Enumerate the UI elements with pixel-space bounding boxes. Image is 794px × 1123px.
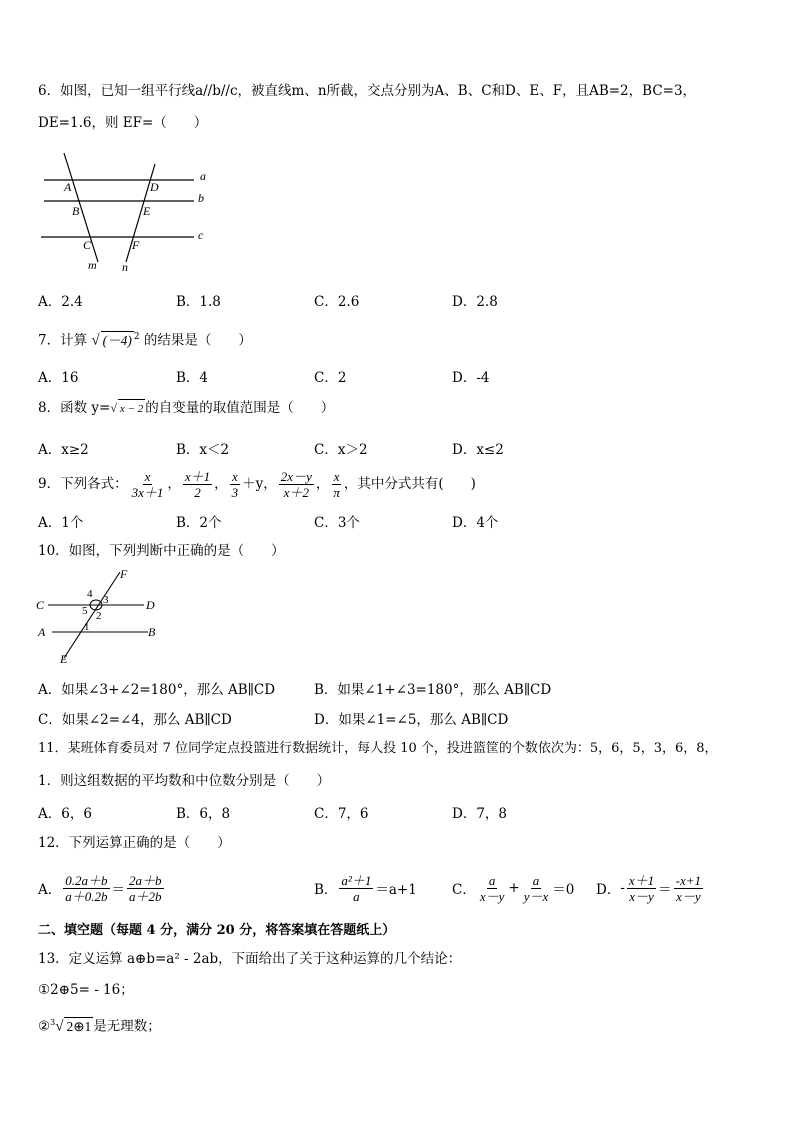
fig6-label-b: b (198, 191, 204, 205)
q6-option-c: C．2.6 (314, 294, 360, 310)
q7-suffix: 的结果是（ ） (143, 332, 252, 349)
q7-option-b: B．4 (176, 370, 209, 386)
q12-option-a: A． $\frac{0.2a+b}{a+0.2b}$ ＝ $\frac{2a+b}{a+2b}$ (38, 872, 162, 904)
q8-option-a: A．x≥2 (38, 442, 89, 458)
q12-option-d: D． - $\frac{x+1}{x-y}$ ＝ $\frac{-x+1}{x-y}$ (596, 872, 702, 904)
q13-conclusion-2: ②$^3$√ 2⊕1 是无理数； (38, 1018, 161, 1035)
q7-option-d: D．-4 (452, 370, 490, 386)
fig10-label-C: C (36, 598, 45, 612)
q9-fraction-5: $\frac{x}{\pi}$ (333, 468, 340, 500)
q10-option-b: B．如果∠1+∠3=180°，那么 AB∥CD (314, 682, 552, 698)
q11-option-d: D．7，8 (452, 806, 508, 822)
fig6-label-n: n (122, 260, 128, 274)
fig10-label-B: B (148, 625, 156, 639)
q9-prefix: 9．下列各式： (38, 476, 128, 492)
q11-option-a: A．6，6 (38, 806, 92, 822)
fig10-label-E: E (60, 652, 68, 666)
q10-option-d: D．如果∠1=∠5，那么 AB∥CD (314, 712, 509, 728)
fig10-angle-3: 3 (103, 594, 109, 606)
fig10-label-D: D (146, 598, 155, 612)
q6-option-d: D．2.8 (452, 294, 498, 310)
q9-fraction-2: $\frac{x+1}{2}$ (184, 468, 211, 500)
q7-stem: 7．计算 √ (－4) $^2$ 的结果是（ ） (38, 332, 252, 349)
q8-prefix: 8．函数 y= (38, 400, 111, 416)
fig6-label-a: a (200, 169, 206, 183)
fig10-angle-2: 2 (96, 610, 102, 622)
q7-option-a: A．16 (38, 370, 79, 386)
q13-stem: 13．定义运算 a⊕b=a² - 2ab，下面给出了关于这种运算的几个结论： (38, 951, 462, 967)
q6-option-a: A．2.4 (38, 294, 83, 310)
section-2-heading: 二、填空题（每题 4 分，满分 20 分，将答案填在答题纸上） (38, 923, 396, 938)
q9-option-b: B．2个 (176, 515, 222, 531)
fig6-label-E: E (143, 204, 151, 218)
q9-option-c: C．3个 (314, 515, 360, 531)
q12-stem: 12．下列运算正确的是（ ） (38, 835, 231, 851)
fig6-label-C: C (83, 238, 92, 252)
q10-option-c: C．如果∠2=∠4，那么 AB∥CD (38, 712, 232, 728)
q9-suffix: ，其中分式共有( ) (343, 476, 476, 492)
q7-radicand: (－4) (102, 332, 132, 348)
q7-prefix: 7．计算 (38, 332, 88, 349)
fig6-label-B: B (72, 204, 80, 218)
q10-option-a: A．如果∠3+∠2=180°，那么 AB∥CD (38, 682, 276, 698)
q9-option-d: D．4个 (452, 515, 499, 531)
fig10-angle-4: 4 (87, 588, 93, 600)
fig6-label-m: m (88, 258, 97, 272)
fig6-label-A: A (64, 180, 72, 194)
q11-option-c: C．7，6 (314, 806, 369, 822)
q9-fraction-4: $\frac{2x-y}{x+2}$ (280, 468, 312, 500)
q8-stem: 8．函数 y=√ x − 2 的自变量的取值范围是（ ） (38, 400, 335, 416)
q9-fraction-1: $\frac{x}{3x+1}$ (131, 468, 164, 500)
q6-parallel-lines-figure (36, 150, 236, 276)
q8-suffix: 的自变量的取值范围是（ ） (145, 400, 335, 416)
q6-stem-line1: 6．如图，已知一组平行线a//b//c，被直线m、n所截，交点分别为A、B、C和D、E、F，且AB=2，BC=3， (38, 83, 697, 99)
q8-option-b: B．x＜2 (176, 442, 230, 458)
q10-stem: 10．如图，下列判断中正确的是（ ） (38, 543, 285, 559)
q11-option-b: B．6，8 (176, 806, 231, 822)
q12-option-c: C． $\frac{a}{x-y}$ + $\frac{a}{y-x}$ ＝0 (452, 872, 575, 904)
q8-option-c: C．x＞2 (314, 442, 368, 458)
q13-conclusion-1: ①2⊕5= - 16； (38, 982, 134, 998)
fig10-label-A: A (38, 625, 46, 639)
q7-exponent: 2 (133, 332, 140, 342)
fig6-label-D: D (150, 180, 159, 194)
q9-stem: 9．下列各式： $\frac{x}{3x+1}$ ， $\frac{x+1}{2}$ ， $\frac{x}{3}$ ＋y， $\frac{2x-y}{x+2}$ ， $\frac{x}{\pi}$ ，其中分式共有( ) (38, 468, 476, 500)
q11-stem-line2: 1．则这组数据的平均数和中位数分别是（ ） (38, 773, 331, 789)
fig10-label-F: F (120, 567, 128, 581)
q6-option-b: B．1.8 (176, 294, 221, 310)
fig6-label-c: c (198, 228, 204, 242)
fig10-angle-5: 5 (82, 605, 88, 617)
q9-option-a: A．1个 (38, 515, 84, 531)
q8-option-d: D．x≤2 (452, 442, 504, 458)
q9-fraction-3: $\frac{x}{3}$ (231, 468, 239, 500)
fig10-angle-1: 1 (84, 621, 90, 633)
q11-stem-line1: 11．某班体育委员对 7 位同学定点投篮进行数据统计，每人投 10 个，投进篮筐的个数依次为：5，6，5，3，6，8， (38, 741, 718, 756)
q7-option-c: C．2 (314, 370, 347, 386)
q8-radicand: x − 2 (118, 399, 145, 418)
fig6-label-F: F (132, 238, 140, 252)
q6-stem-line2: DE=1.6，则 EF=（ ） (38, 115, 208, 131)
q10-angles-figure (34, 566, 174, 666)
q12-option-b: B． $\frac{\text{a²＋1}}{a}$ ＝a+1 (314, 872, 417, 904)
